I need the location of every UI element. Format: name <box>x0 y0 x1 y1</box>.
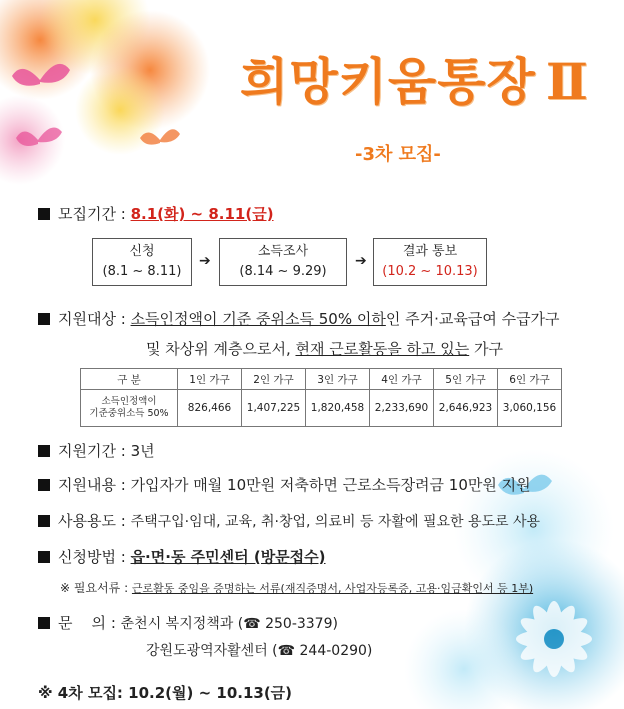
support-period-row: 지원기간 : 3년 <box>38 440 155 461</box>
documents-row: ※ 필요서류 : 근로활동 중임을 증명하는 서류(재직증명서, 사업자등록증, 고용·임금확인서 등 1부) <box>60 581 534 595</box>
table-cell: 826,466 <box>178 390 242 427</box>
arrow-right-icon: ➔ <box>355 253 367 269</box>
square-bullet-icon <box>38 617 50 629</box>
table-header-cell: 4인 가구 <box>370 369 434 390</box>
table-row-label-line1: 소득인정액이 <box>101 396 157 407</box>
flow-step-name: 결과 통보 <box>402 244 458 259</box>
flow-step-period: (8.1 ~ 8.11) <box>102 264 182 279</box>
square-bullet-icon <box>38 313 50 325</box>
target-label: 지원대상 <box>58 310 116 328</box>
square-bullet-icon <box>38 551 50 563</box>
square-bullet-icon <box>38 208 50 220</box>
support-period-value: 3년 <box>130 442 155 460</box>
target-line2-b: 현재 근로활동을 하고 있는 <box>295 340 470 358</box>
recruit-period-row: 모집기간 : 8.1(화) ~ 8.11(금) <box>38 203 274 224</box>
square-bullet-icon <box>38 445 50 457</box>
income-table <box>80 368 562 427</box>
title-roman: Ⅱ <box>545 52 589 111</box>
support-content-label: 지원내용 <box>58 476 116 494</box>
table-header-cell: 구 분 <box>81 369 178 390</box>
title-main: 희망키움통장 <box>240 53 536 111</box>
recruit-period-value: 8.1(화) ~ 8.11(금) <box>130 205 274 223</box>
inquiry-row: 문 의 : 춘천시 복지정책과 (☎ 250-3379) <box>38 612 338 633</box>
target-row-2 <box>146 338 503 359</box>
method-label: 신청방법 <box>58 548 116 566</box>
support-period-label: 지원기간 <box>58 442 116 460</box>
next-round-notice: ※ 4차 모집: 10.2(월) ~ 10.13(금) <box>38 684 293 702</box>
target-line2-a: 및 차상위 계층으로서, <box>146 340 296 358</box>
usage-row: 사용용도 : 주택구입·임대, 교육, 취·창업, 의료비 등 자활에 필요한 용도로 사용 <box>38 510 540 531</box>
table-row-label <box>81 390 178 427</box>
arrow-right-icon: ➔ <box>199 253 211 269</box>
flow-step-period: (10.2 ~ 10.13) <box>382 264 478 279</box>
target-line1-b: 인 주거·교육급여 수급가구 <box>385 310 560 328</box>
support-content-row: 지원내용 : 가입자가 매월 10만원 저축하면 근로소득장려금 10만원 지원 <box>38 474 531 495</box>
recruit-period-label: 모집기간 <box>58 205 116 223</box>
table-cell: 3,060,156 <box>498 390 562 427</box>
flow-step-apply <box>92 238 192 286</box>
table-cell: 1,407,225 <box>242 390 306 427</box>
watercolor-butterfly-decoration <box>0 0 230 200</box>
support-content-value: 가입자가 매월 10만원 저축하면 근로소득장려금 10만원 지원 <box>130 476 531 494</box>
documents-value: 근로활동 중임을 증명하는 서류(재직증명서, 사업자등록증, 고용·임금확인서 등 1부) <box>131 582 534 595</box>
table-cell: 1,820,458 <box>306 390 370 427</box>
table-header-cell: 1인 가구 <box>178 369 242 390</box>
table-header-cell: 3인 가구 <box>306 369 370 390</box>
flow-step-name: 소득조사 <box>257 244 309 259</box>
documents-label: ※ 필요서류 <box>60 581 121 595</box>
target-row: 지원대상 : 소득인정액이 기준 중위소득 50% 이하인 주거·교육급여 수급가구 <box>38 308 560 329</box>
page-title <box>240 42 589 114</box>
table-header-row <box>81 369 562 390</box>
flow-step-result <box>373 238 487 286</box>
square-bullet-icon <box>38 479 50 491</box>
square-bullet-icon <box>38 515 50 527</box>
method-row: 신청방법 : 읍·면·동 주민센터 (방문접수) <box>38 546 326 567</box>
table-header-cell: 6인 가구 <box>498 369 562 390</box>
table-header-cell: 5인 가구 <box>434 369 498 390</box>
table-cell: 2,233,690 <box>370 390 434 427</box>
table-header-cell: 2인 가구 <box>242 369 306 390</box>
usage-value: 주택구입·임대, 교육, 취·창업, 의료비 등 자활에 필요한 용도로 사용 <box>130 514 541 530</box>
inquiry-label: 문 의 <box>58 614 107 632</box>
page-subtitle: -3차 모집- <box>355 144 441 165</box>
flow-step-name: 신청 <box>129 244 155 259</box>
table-cell: 2,646,923 <box>434 390 498 427</box>
flow-step-period: (8.14 ~ 9.29) <box>239 264 327 279</box>
usage-label: 사용용도 <box>58 512 116 530</box>
method-value: 읍·면·동 주민센터 (방문접수) <box>130 548 326 566</box>
inquiry-line1: 춘천시 복지정책과 (☎ 250-3379) <box>120 616 338 632</box>
flow-step-income-check <box>219 238 347 286</box>
target-line1-a: 소득인정액이 기준 중위소득 50% 이하 <box>130 310 386 328</box>
inquiry-line2: 강원도광역자활센터 (☎ 244-0290) <box>146 643 373 659</box>
table-row-label-line2: 기준중위소득 50% <box>89 408 169 419</box>
table-row <box>81 390 562 427</box>
target-line2-c: 가구 <box>469 340 503 358</box>
